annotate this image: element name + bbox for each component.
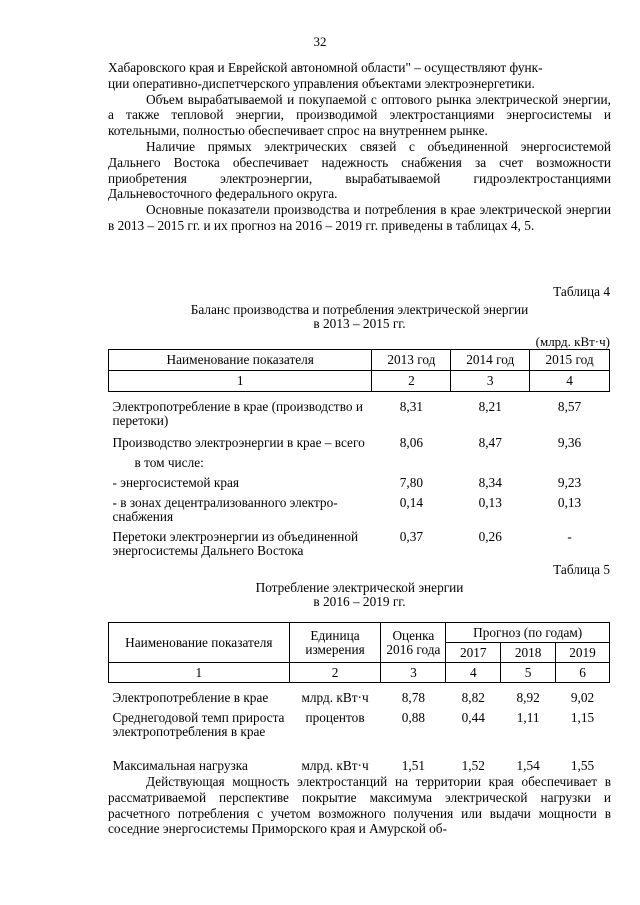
row-value: 0,26 [478,528,502,544]
paragraph-indicators: Основные показатели производства и потребления в крае электрической энергии в 2013 – 2015 гг. и их прогноз на 2016 – 2019 гг. приведены в таблицах 4, 5. [108,202,611,233]
row-value: 8,92 [516,689,540,705]
intro-line-2: ции оперативно-диспетчерского управления объектами электроэнергетики. [108,75,535,91]
row-name: Электропотребление в крае [112,689,269,705]
table4-colnum: 1 [109,371,372,392]
row-name: Перетоки электроэнергии из объединенной энергосистемы Дальнего Востока [112,528,359,558]
row-value: 0,37 [399,528,424,544]
table-row [109,691,610,711]
table5-header-name: Наименование показателя [109,623,290,663]
row-name: Производство электроэнергии в крае – всего [112,434,365,450]
table5-label: Таблица 5 [553,562,610,577]
row-value: 8,34 [478,474,502,490]
table4-header: 2014 год [451,350,530,371]
intro-text [108,60,611,234]
paragraph-connections: Наличие прямых электрических связей с объединенной энергосистемой Дальнего Востока обеспечивает надежность снабжения за счет возможности приобретения электроэнергии, вырабатываемой гидроэлектростанциями Дальневосточного федерального округа. [108,138,611,202]
row-value: 7,80 [399,474,424,490]
row-value: 1,51 [401,757,426,773]
row-value: - [567,528,572,544]
closing-text [108,774,611,837]
table5-colnum: 6 [556,663,610,683]
table5-colnum: 4 [446,663,501,683]
page-number: 32 [313,34,327,49]
table4-colnum: 3 [451,371,530,392]
table-row [109,436,610,456]
table4-header: 2013 год [372,350,451,371]
row-value: 9,36 [557,434,582,450]
table4-label: Таблица 4 [553,284,610,299]
row-value: 8,78 [401,689,426,705]
table4-header: 2015 год [530,350,610,371]
table-row [109,530,610,560]
row-value: 0,13 [557,494,582,510]
table5-title-line1: Потребление электрической энергии [255,580,464,595]
row-value: 0,88 [401,709,426,725]
row-value: 1,54 [516,757,540,773]
table5-header-year: 2017 [446,643,501,663]
row-value: 1,15 [570,709,595,725]
table-row [109,400,610,436]
row-value: 9,23 [557,474,582,490]
table-row [109,496,610,530]
table5-title [108,581,611,609]
table5-colnum: 3 [381,663,446,683]
row-value: 8,82 [461,689,485,705]
table4-colnum-row [109,371,610,392]
row-value: 8,06 [399,434,424,450]
table4-title-line2: в 2013 – 2015 гг. [313,316,406,331]
row-value: 8,47 [478,434,502,450]
row-value: 1,55 [570,757,595,773]
table-row [109,711,610,759]
table5-header-unit: Единица измерения [289,623,381,663]
table-row [109,456,610,476]
row-value: 9,02 [570,689,595,705]
table5-header-year: 2019 [556,643,610,663]
table-row [109,476,610,496]
row-value: 0,13 [478,494,502,510]
table5 [108,622,610,779]
row-value: 1,11 [516,709,540,725]
row-name: Среднегодовой темп прироста электропотребления в крае [112,709,285,739]
table4-header-row [109,350,610,371]
table5-colnum: 5 [501,663,556,683]
row-name: - энергосистемой края [112,474,239,490]
table5-title-line2: в 2016 – 2019 гг. [313,594,406,609]
table5-header-year: 2018 [501,643,556,663]
table5-header-row [109,623,610,643]
row-value: 0,14 [399,494,424,510]
row-name: Электропотребление в крае (производство и перетоки) [112,398,363,428]
table4-title [108,303,611,331]
table4-colnum: 4 [530,371,610,392]
table4-colnum: 2 [372,371,451,392]
table4-unit: (млрд. кВт·ч) [535,334,610,349]
table5-colnum-row [109,663,610,683]
row-value: 1,52 [461,757,485,773]
row-value: 8,57 [557,398,582,414]
row-value: 0,44 [461,709,485,725]
row-unit: млрд. кВт·ч [301,689,369,705]
row-name: в том числе: [134,454,204,470]
row-name: - в зонах децентрализованного электро-снабжения [112,494,338,524]
intro-line-1: Хабаровского края и Еврейской автономной области" – осуществляют функ- [108,60,543,75]
paragraph-capacity: Действующая мощность электростанций на территории края обеспечивает в рассматриваемой перспективе покрытие максимума электрической нагрузки и расчетного потребления с учетом возможного получения или выдачи мощности в соседние энергосистемы Приморского края и Амурской об- [108,774,611,837]
table4 [108,349,610,560]
row-value: 8,21 [478,398,502,414]
row-name: Максимальная нагрузка [112,757,248,773]
table5-header-estimate: Оценка 2016 года [381,623,446,663]
table4-header: Наименование показателя [109,350,372,371]
table5-colnum: 2 [289,663,381,683]
paragraph-volume: Объем вырабатываемой и покупаемой с оптового рынка электрической энергии, а также тепловой энергии, производимой электростанциями энергосистемы и котельными, полностью обеспечивает спрос на внутреннем рынке. [108,91,611,139]
table4-title-line1: Баланс производства и потребления электрической энергии [190,302,529,317]
row-unit: процентов [305,709,365,725]
table5-header-forecast: Прогноз (по годам) [446,623,610,643]
row-unit: млрд. кВт·ч [301,757,369,773]
table5-colnum: 1 [109,663,290,683]
row-value: 8,31 [399,398,424,414]
